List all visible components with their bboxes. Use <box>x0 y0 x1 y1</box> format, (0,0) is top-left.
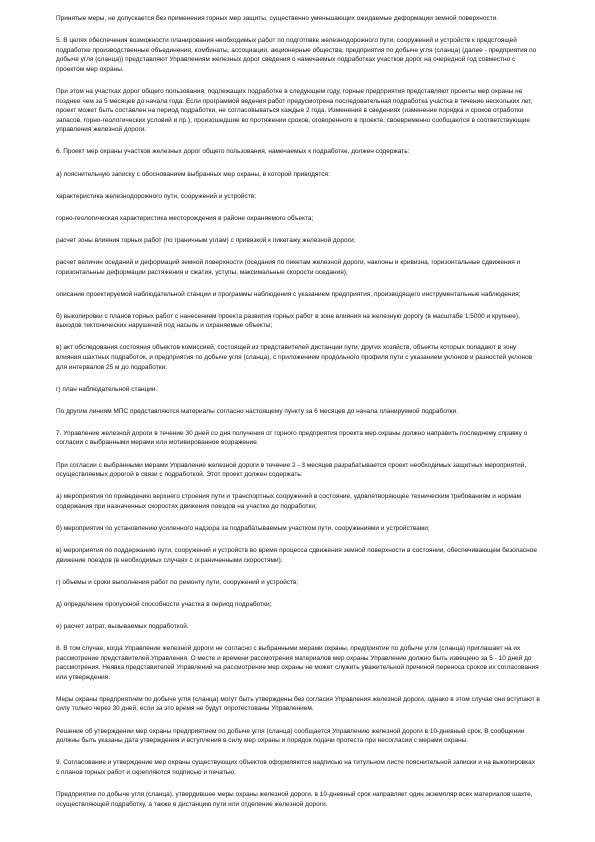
paragraph: Меры охраны предприятием по добыче угля (сланца) могут быть утверждены без согласия Управления железной дороги, однако в этом случае они вступают в силу только через 30 дней, если за это время не будут опротестованы Управлением. <box>56 695 540 713</box>
paragraph: д) определение пропускной способности участка в период подработки; <box>56 600 272 608</box>
paragraph: Принятые меры, не допускается без применения горных мер защиты, существенно уменьшающих ожидаемые деформации земной поверхности. <box>56 15 499 22</box>
paragraph: в) мероприятия по поддержанию пути, сооружений и устройств во время процесса сдвижения земной поверхности в состоянии, обеспечивающем безопасное движение поездов (в необходимых случаях с ограниченными скоростями); <box>56 547 537 564</box>
paragraph: 5. В целях обеспечения возможности планирования необходимых работ по подготовке железнодорожного пути, сооружений и устройств к предстоящей подработке производственные объединения, комбинаты, ассоциации, акционерные общества, предприятия по добыче угля (сланца) (далее - предприятия по добыче угля (сланца)) представляют Управлениям железных дорог сведения о намечаемых подработках участков дорог на очередной год совместно с проектом мер охраны. <box>56 37 537 73</box>
paragraph: в) акт обследования состояния объектов комиссией, состоящей из представителей дистанции пути, других хозяйств, объекты которых попадают в зону влияния шахтных подработок, и предприятия по добыче угля (сланца), с приложением продольного профиля пути с указанием уклонов и разностей уклонов для интервалов 25 м до подработки; <box>56 344 533 371</box>
paragraph: 7. Управление железной дороги в течение 30 дней со дня получения от горного предприятия проекта мер охраны должно направить последнему справку о согласии с выбранными мерами или мотивированное возражение. <box>56 429 528 447</box>
document-page <box>56 14 540 809</box>
paragraph: горно-геологическая характеристика месторождения в районе охраняемого объекта; <box>56 214 314 222</box>
paragraph: описание проектируемой наблюдательной станции и программы наблюдения с указанием предприятия, производящего инструментальные наблюдения; <box>56 290 521 298</box>
paragraph: а) мероприятия по приведению верхнего строения пути и транспортных сооружений в состояние, удовлетворяющее техническим требованиям и нормам содержания при назначенных скоростях движения поездов на участке до подработки; <box>56 493 522 510</box>
paragraph: 9. Согласование и утверждение мер охраны существующих объектов оформляются надписью на титульном листе пояснительной записки и на выкопировках с планов горных работ и скрепляются подписью и печатью. <box>56 759 535 776</box>
paragraph: расчет зоны влияния горных работ (по граничным углам) с привязкой к пикетажу железной дороги; <box>56 236 356 244</box>
paragraph: 6. Проект мер охраны участков железных дорог общего пользования, намечаемых к подработке, должен содержать: <box>56 148 410 156</box>
paragraph: расчет величин оседаний и деформаций земной поверхности (оседания по пикетам железной дороги, наклоны и кривизна, горизонтальные сдвижения и горизонтальные деформации растяжения и сжатия, уступы, максимальные скорости оседания); <box>56 258 521 276</box>
paragraph: характеристика железнодорожного пути, сооружений и устройств; <box>56 192 257 200</box>
paragraph: Решение об утверждении мер охраны предприятием по добыче угля (сланца) сообщается Управлению железной дороги в 10-дневный срок. В сообщении должны быть указаны дата утверждения и вступления в силу мер охраны и порядок подачи протеста при несогласии с мерами охраны. <box>56 727 525 745</box>
paragraph: г) план наблюдательной станции. <box>56 385 158 393</box>
paragraph: При этом на участках дорог общего пользования, подлежащих подработке в следующем году, горные предприятия представляют проекты мер охраны не позднее чем за 5 месяцев до начала года. Если программой ведения работ предусмотрена последовательная подработка участка в течение нескольких лет, проект может быть составлен на период подработки, не согласовываться каждые 2 года. Изменения в сведениях (изменение порядка и сроков отработки запасов, горно-геологических условий и пр.), произошедшие во протяжении сроков, оговоренного в проекте, своевременно сообщаются в соответствующие управления железной дороги. <box>56 87 533 134</box>
paragraph: е) расчет затрат, вызываемых подработкой. <box>56 622 189 630</box>
paragraph: При согласии с выбранными мерами Управление железной дороги в течение 2 - 3 месяцев разрабатывается проект необходимых защитных мероприятий, осуществляемых дорогой в связи с подработкой. Этот проект должен содержать: <box>56 461 527 479</box>
paragraph: б) выкопировки с планов горных работ с нанесением проекта развития горных работ в зоне влияния на железную дорогу (в масштабе 1:5000 и крупнее), выходов тектонических нарушений под насыпь и охраняемые объекты; <box>56 312 520 330</box>
paragraph: а) пояснительную записку с обоснованием выбранных мер охраны, в которой приводятся: <box>56 170 330 178</box>
paragraph: б) мероприятия по установлению усиленного надзора за подрабатываемым участком пути, сооружениями и устройствами; <box>56 524 430 532</box>
paragraph: Предприятие по добыче угля (сланца), утвердившее меры охраны железной дороги, в 10-дневный срок направляет один экземпляр всех материалов шахте, осуществляющей подработку, а также в дистанцию пути или отделение железной дороги. <box>56 790 533 808</box>
paragraph: 8. В том случае, когда Управление железной дороги не согласно с выбранными мерами охраны, предприятие по добыче угля (сланца) приглашает на их рассмотрение представителей Управления. О месте и времени рассмотрения материалов мер охраны Управление должно быть извещено за 5 - 10 дней до рассмотрения. Неявка представителей Управлений на рассмотрение мер охраны не может служить уважительной причиной переноса сроков их согласования или утверждения. <box>56 644 539 681</box>
paragraph: г) объемы и сроки выполнения работ по ремонту пути, сооружений и устройств; <box>56 578 299 586</box>
paragraph: По другим линиям МПС представляются материалы согласно настоящему пункту за 6 месяцев до начала планируемой подработки. <box>56 407 458 415</box>
